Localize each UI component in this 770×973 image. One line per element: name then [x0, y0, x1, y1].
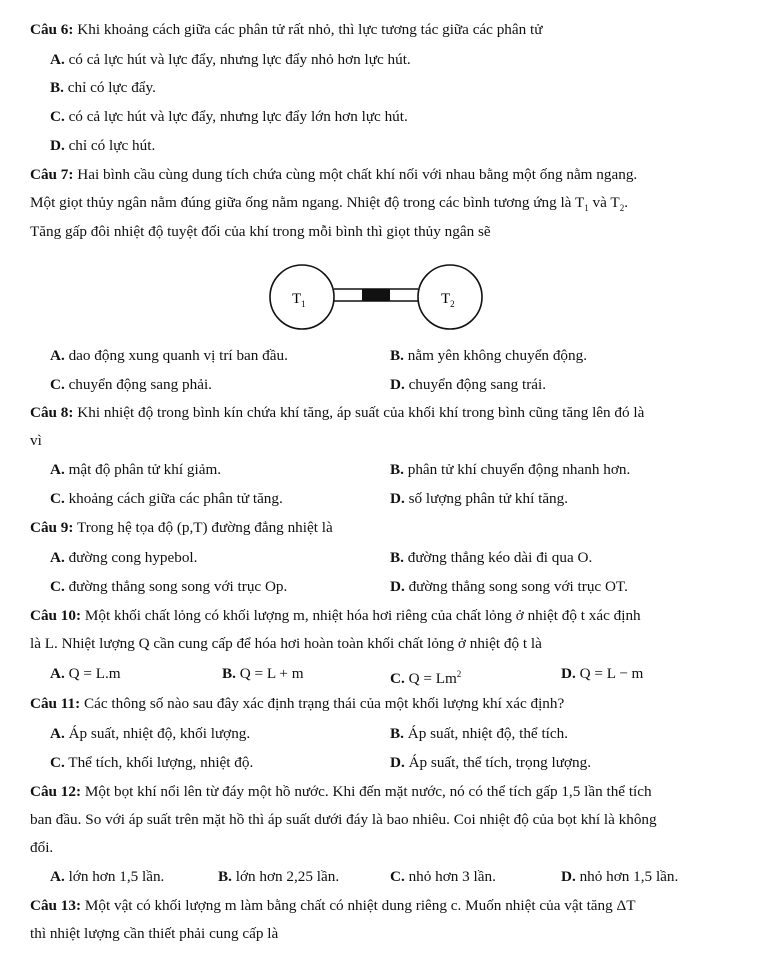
- question-13-line-2: [30, 924, 278, 944]
- question-9: [30, 518, 333, 538]
- question-12: [30, 782, 652, 802]
- option-letter: D.: [390, 754, 405, 771]
- option-b[interactable]: [390, 346, 587, 366]
- option-text: chuyển động sang phải.: [64, 376, 212, 393]
- option-letter: D.: [561, 665, 576, 682]
- option-letter: B.: [390, 347, 404, 364]
- option-letter: C.: [50, 108, 65, 125]
- option-text: nhỏ hơn 3 lần.: [404, 868, 496, 885]
- option-text: Q = Lm: [404, 670, 457, 687]
- option-text: có cả lực hút và lực đẩy, nhưng lực đẩy nhỏ hơn lực hút.: [64, 51, 411, 68]
- option-letter: D.: [561, 868, 576, 885]
- question-label: Câu 8:: [30, 404, 74, 421]
- option-letter: B.: [218, 868, 232, 885]
- question-8-line-2: [30, 431, 42, 451]
- option-text: Áp suất, nhiệt độ, thể tích.: [403, 725, 569, 742]
- option-text: Thể tích, khối lượng, nhiệt độ.: [64, 754, 254, 771]
- t1-subscript: 1: [584, 203, 589, 213]
- mercury-drop: [362, 289, 390, 301]
- question-text: Khi khoảng cách giữa các phân tử rất nhỏ, thì lực tương tác giữa các phân tử: [73, 21, 543, 38]
- option-text: phân tử khí chuyển động nhanh hơn.: [403, 461, 631, 478]
- question-7: [30, 165, 637, 185]
- option-d[interactable]: [390, 489, 568, 509]
- option-text: đường thẳng song song với trục Op.: [64, 578, 288, 595]
- option-text: nằm yên không chuyển động.: [403, 347, 587, 364]
- option-b[interactable]: [390, 548, 592, 568]
- option-letter: B.: [50, 79, 64, 96]
- option-text: đường thẳng song song với trục OT.: [404, 578, 628, 595]
- option-letter: A.: [50, 549, 65, 566]
- option-text: đường thẳng kéo dài đi qua O.: [403, 549, 593, 566]
- option-letter: D.: [390, 578, 405, 595]
- question-text: Một bọt khí nổi lên từ đáy một hồ nước. Khi đến mặt nước, nó có thể tích gấp 1,5 lần thể tích: [81, 783, 652, 800]
- question-label: Câu 9:: [30, 519, 74, 536]
- option-a[interactable]: [50, 664, 121, 684]
- question-text: Một khối chất lỏng có khối lượng m, nhiệt hóa hơi riêng của chất lỏng ở nhiệt độ t xác định: [81, 607, 641, 624]
- option-text: mật độ phân tử khí giảm.: [64, 461, 222, 478]
- option-c[interactable]: [50, 489, 283, 509]
- question-text: Hai bình cầu cùng dung tích chứa cùng một chất khí nối với nhau bằng một ống nằm ngang.: [73, 166, 638, 183]
- question-8: [30, 403, 644, 423]
- question-10-line-2: [30, 634, 542, 654]
- t2-symbol: T: [610, 194, 620, 211]
- option-text: đường cong hypebol.: [64, 549, 198, 566]
- option-letter: A.: [50, 725, 65, 742]
- option-c[interactable]: [390, 664, 461, 689]
- option-d[interactable]: [561, 867, 678, 887]
- option-a[interactable]: [50, 346, 288, 366]
- option-text: lớn hơn 2,25 lần.: [231, 868, 340, 885]
- option-letter: C.: [50, 578, 65, 595]
- option-letter: A.: [50, 665, 65, 682]
- question-text: thì nhiệt lượng cần thiết phải cung cấp là: [30, 925, 279, 942]
- two-bulb-diagram: [268, 258, 488, 336]
- option-text: chỉ có lực đẩy.: [63, 79, 156, 96]
- option-letter: B.: [390, 549, 404, 566]
- option-text: Áp suất, nhiệt độ, khối lượng.: [64, 725, 251, 742]
- option-a[interactable]: [50, 460, 221, 480]
- option-text: lớn hơn 1,5 lần.: [64, 868, 165, 885]
- option-d[interactable]: [390, 375, 546, 395]
- option-text: dao động xung quanh vị trí ban đầu.: [64, 347, 288, 364]
- option-letter: A.: [50, 51, 65, 68]
- option-text: nhỏ hơn 1,5 lần.: [575, 868, 679, 885]
- option-b[interactable]: [218, 867, 339, 887]
- option-text: có cả lực hút và lực đẩy, nhưng lực đẩy lớn hơn lực hút.: [64, 108, 408, 125]
- question-label: Câu 6:: [30, 21, 74, 38]
- question-label: Câu 10:: [30, 607, 82, 624]
- question-text: đổi.: [30, 839, 54, 856]
- option-letter: C.: [50, 754, 65, 771]
- option-letter: D.: [390, 376, 405, 393]
- option-c[interactable]: [50, 753, 253, 773]
- question-12-line-3: [30, 838, 53, 858]
- option-text: chỉ có lực hút.: [64, 137, 156, 154]
- question-13: [30, 896, 636, 916]
- option-d[interactable]: [390, 753, 591, 773]
- question-text: Tăng gấp đôi nhiệt độ tuyệt đối của khí trong mỗi bình thì giọt thủy ngân sẽ: [30, 223, 491, 240]
- option-text: chuyển động sang trái.: [404, 376, 547, 393]
- option-a[interactable]: [50, 724, 250, 744]
- option-letter: D.: [390, 490, 405, 507]
- question-text: ban đầu. So với áp suất trên mặt hồ thì áp suất dưới đáy là bao nhiêu. Coi nhiệt độ của bọt khí là không: [30, 811, 657, 828]
- option-text: Áp suất, thể tích, trọng lượng.: [404, 754, 592, 771]
- option-text: khoảng cách giữa các phân tử tăng.: [64, 490, 283, 507]
- question-text: Khi nhiệt độ trong bình kín chứa khí tăng, áp suất của khối khí trong bình cũng tăng lên đó là: [73, 404, 645, 421]
- question-label: Câu 7:: [30, 166, 74, 183]
- option-letter: A.: [50, 347, 65, 364]
- question-text: Trong hệ tọa độ (p,T) đường đẳng nhiệt là: [73, 519, 333, 536]
- option-letter: B.: [390, 461, 404, 478]
- option-letter: C.: [50, 376, 65, 393]
- t2-subscript: 2: [619, 203, 625, 213]
- option-b[interactable]: [222, 664, 304, 684]
- option-letter: B.: [222, 665, 236, 682]
- question-text: là L. Nhiệt lượng Q cần cung cấp để hóa hơi hoàn toàn khối chất lỏng ở nhiệt độ t là: [30, 635, 542, 652]
- option-a[interactable]: [50, 548, 197, 568]
- question-10: [30, 606, 641, 626]
- option-letter: B.: [390, 725, 404, 742]
- question-label: Câu 13:: [30, 897, 82, 914]
- option-letter: C.: [50, 490, 65, 507]
- option-text: số lượng phân tử khí tăng.: [404, 490, 569, 507]
- option-d[interactable]: [390, 577, 628, 597]
- option-text: Q = L − m: [575, 665, 644, 682]
- question-12-line-2: [30, 810, 657, 830]
- option-b[interactable]: [390, 460, 630, 480]
- option-c[interactable]: [390, 867, 496, 887]
- question-text: Một vật có khối lượng m làm bằng chất có nhiệt dung riêng c. Muốn nhiệt của vật tăng ΔT: [81, 897, 636, 914]
- question-text: vì: [30, 432, 42, 449]
- conjunction: và: [588, 194, 611, 211]
- option-text: Q = L + m: [235, 665, 304, 682]
- t1-label: $T_1$: [292, 291, 306, 309]
- option-c[interactable]: [50, 107, 408, 127]
- option-letter: A.: [50, 461, 65, 478]
- option-text: Q = L.m: [64, 665, 121, 682]
- question-7-line-3: [30, 222, 491, 242]
- option-letter: C.: [390, 670, 405, 687]
- question-11: [30, 694, 564, 714]
- option-letter: C.: [390, 868, 405, 885]
- option-b[interactable]: [50, 78, 156, 98]
- question-label: Câu 11:: [30, 695, 81, 712]
- option-a[interactable]: [50, 50, 411, 70]
- option-d[interactable]: [50, 136, 155, 156]
- question-7-line-2: [30, 193, 628, 218]
- option-a[interactable]: [50, 867, 164, 887]
- t1-symbol: T: [574, 194, 585, 211]
- question-6: [30, 20, 542, 40]
- question-text: Một giọt thủy ngân nằm đúng giữa ống nằm ngang. Nhiệt độ trong các bình tương ứng là: [30, 194, 572, 211]
- option-c[interactable]: [50, 375, 212, 395]
- option-b[interactable]: [390, 724, 568, 744]
- bulb-left: [270, 265, 334, 329]
- question-text: Các thông số nào sau đây xác định trạng thái của một khối lượng khí xác định?: [80, 695, 565, 712]
- option-c[interactable]: [50, 577, 287, 597]
- question-label: Câu 12:: [30, 783, 82, 800]
- option-letter: A.: [50, 868, 65, 885]
- superscript: 2: [456, 669, 462, 679]
- option-d[interactable]: [561, 664, 643, 684]
- t2-label: $T_2$: [441, 291, 455, 309]
- period: .: [624, 194, 628, 211]
- option-letter: D.: [50, 137, 65, 154]
